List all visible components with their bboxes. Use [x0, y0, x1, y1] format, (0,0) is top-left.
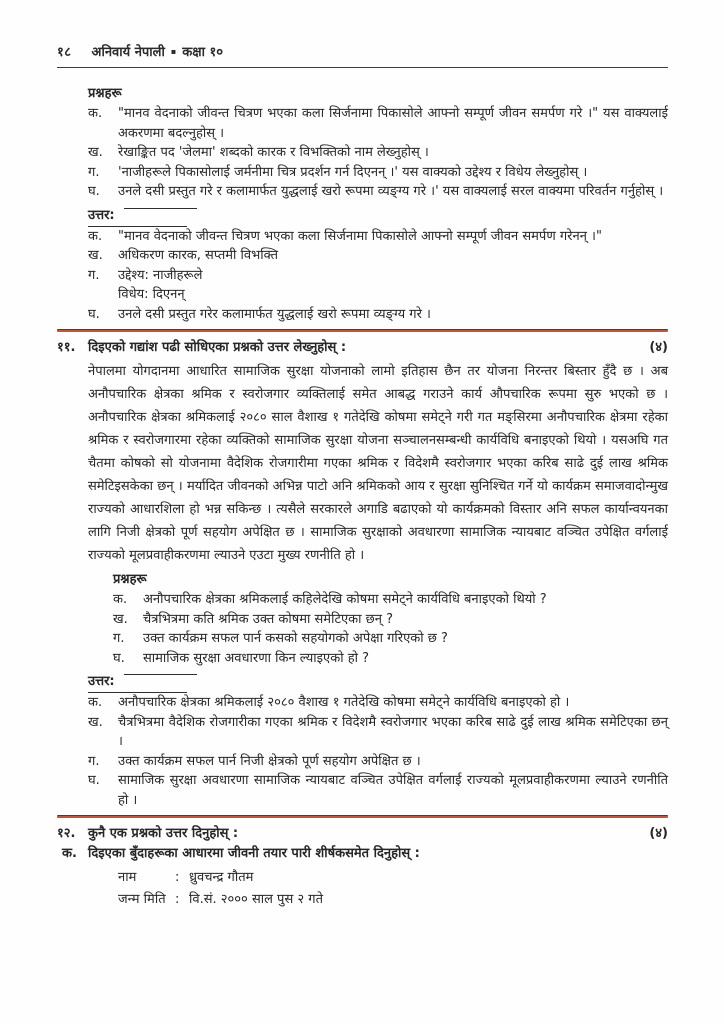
q10-answers-block — [88, 227, 668, 325]
colon-separator: : — [175, 891, 180, 907]
reading-passage: नेपालमा योगदानमा आधारित सामाजिक सुरक्षा योजनाको लामो इतिहास छैन तर योजना निरन्तर बिस्तार हुँदै छ । अब अनौपचारिक क्षेत्रका श्रमिक र स्वरोजगार व्यक्तिलाई समेत आबद्ध गराउने कार्य औपचारिक रूपमा सुरु भएको छ । अनौपचारिक क्षेत्रका श्रमिकलाई २०८० साल वैशाख १ गतेदेखि कोषमा समेट्ने गरी गत मङ्सिरमा अनौपचारिक क्षेत्रमा रहेका श्रमिक र स्वरोजगारमा रहेका व्यक्तिको सामाजिक सुरक्षा योजना सञ्चालनसम्बन्धी कार्यविधि बनाइएको थियो । यसअघि गत चैतमा कोषको सो योजनामा वैदेशिक रोजगारीमा गएका श्रमिक र विदेशमै स्वरोजगार भएका करिब साढे दुई लाख श्रमिक समेटिइसकेका छन् । मर्यादित जीवनको अभिन्न पाटो अनि श्रमिकको आय र सुरक्षा सुनिश्चित गर्ने यो कार्यक्रम समाजवादोन्मुख राज्यको आधारशिला हो भन्न सकिन्छ । त्यसैले सरकारले अगाडि बढाएको यो कार्यक्रमको विस्तार अनि सफल कार्यान्वयनका लागि निजी क्षेत्रको पूर्ण सहयोग अपेक्षित छ । सामाजिक सुरक्षाको अवधारणा सामाजिक न्यायबाट वञ्चित उपेक्षित वर्गलाई राज्यको मूलप्रवाहीकरणमा ल्याउने एउटा मुख्य रणनीति हो । — [88, 364, 668, 563]
answer-letter: ग. — [88, 267, 100, 283]
colon-separator: : — [175, 869, 180, 885]
questions-heading: प्रश्नहरू — [113, 572, 147, 587]
answer-item — [88, 713, 668, 752]
question-text: "मानव वेदनाको जीवन्त चित्रण भएका कला सिर्जनामा पिकासोले आफ्नो सम्पूर्ण जीवन समर्पण गरे ।" यस वाक्यलाई अकरणमा बदल्नुहोस् । — [118, 106, 668, 141]
bio-label: नाम — [118, 869, 137, 885]
q12-sub-question — [62, 844, 668, 864]
question-title: दिइएको गद्यांश पढी सोधिएका प्रश्नको उत्तर लेख्नुहोस् : — [88, 340, 347, 355]
question-title: कुनै एक प्रश्नको उत्तर दिनुहोस् : — [88, 826, 239, 841]
answer-text: चैत्रभित्रमा वैदेशिक रोजगारीका गएका श्रमिक र विदेशमै स्वरोजगार भएका करिब साढे दुई लाख श्रमिक समेटिएका छन् । — [118, 714, 668, 749]
q12-heading — [57, 824, 668, 844]
answer-letter: घ. — [88, 773, 100, 788]
question-item — [88, 104, 668, 143]
question-item — [88, 182, 668, 202]
question-item — [113, 590, 668, 610]
question-letter: ग. — [88, 164, 100, 180]
bio-detail-row — [118, 889, 668, 911]
square-bullet-icon: ▪ — [170, 47, 177, 56]
answer-item — [88, 752, 668, 772]
class-label: कक्षा १० — [182, 45, 223, 60]
answer-letter — [88, 285, 118, 305]
running-header — [57, 42, 668, 60]
header-rule — [57, 67, 668, 68]
answer-item — [88, 305, 668, 325]
question-item — [113, 649, 668, 669]
q11-heading — [57, 338, 668, 358]
answer-text: उद्देश्य: नाजीहरूले — [118, 267, 203, 283]
q10-questions-block — [88, 84, 668, 202]
question-text: उनले दसी प्रस्तुत गरे र कलामार्फत युद्धलाई खरो रूपमा व्यङ्ग्य गरे ।' यस वाक्यलाई सरल वाक्यमा परिवर्तन गर्नुहोस् । — [118, 184, 664, 199]
question-item — [113, 610, 668, 630]
q10-answer-label-row — [88, 204, 668, 227]
section-divider-rule — [57, 815, 668, 818]
book-title: अनिवार्य नेपाली — [91, 45, 165, 60]
bio-value: ध्रुवचन्द्र गौतम — [189, 869, 254, 885]
q11-questions-block — [113, 570, 668, 668]
question-text: उक्त कार्यक्रम सफल पार्न कसको सहयोगको अपेक्षा गरिएको छ ? — [143, 631, 448, 646]
marks-badge: (४) — [649, 340, 668, 355]
answer-text: "मानव वेदनाको जीवन्त चित्रण भएका कला सिर्जनामा पिकासोले आफ्नो सम्पूर्ण जीवन समर्पण गरेनन् ।" — [118, 228, 602, 244]
answer-item — [88, 246, 668, 266]
question-item — [88, 143, 668, 163]
page-number: १८ — [57, 45, 72, 60]
questions-heading: प्रश्नहरू — [88, 86, 122, 101]
question-number: १२. — [57, 826, 76, 841]
question-text: चैत्रभित्रमा कति श्रमिक उक्त कोषमा समेटिएका छन् ? — [143, 611, 394, 627]
answer-text: उक्त कार्यक्रम सफल पार्न निजी क्षेत्रको पूर्ण सहयोग अपेक्षित छ । — [118, 753, 421, 769]
question-item — [88, 163, 668, 183]
answer-letter: क. — [88, 695, 103, 710]
answer-letter: ख. — [88, 248, 103, 263]
question-letter: क. — [113, 592, 128, 607]
question-text: 'नाजीहरूले पिकासोलाई जर्मनीमा चित्र प्रदर्शन गर्न दिएनन् ।' यस वाक्यको उद्देश्य र विधेय लेख्नुहोस् । — [118, 164, 588, 180]
answer-letter: क. — [88, 228, 103, 244]
bio-label: जन्म मिति — [118, 891, 166, 907]
question-item — [113, 629, 668, 649]
question-number: ११. — [57, 340, 76, 355]
answer-item — [88, 266, 668, 286]
answer-text: अनौपचारिक क्षेत्रका श्रमिकलाई २०८० वैशाख १ गतेदेखि कोषमा समेट्ने कार्यविधि बनाइएको हो । — [118, 695, 570, 710]
section-divider-rule — [57, 329, 668, 332]
bio-detail-row — [118, 867, 668, 889]
question-letter: घ. — [113, 650, 125, 666]
answer-text: उनले दसी प्रस्तुत गरेर कलामार्फत युद्धलाई खरो रूपमा व्यङ्ग्य गरे । — [118, 306, 431, 322]
question-letter: क. — [88, 106, 103, 121]
question-text: अनौपचारिक क्षेत्रका श्रमिकलाई कहिलेदेखि कोषमा समेट्ने कार्यविधि बनाइएको थियो ? — [143, 592, 547, 607]
answer-label: उत्तर: — [88, 672, 187, 693]
question-letter: ख. — [88, 145, 103, 160]
question-text: सामाजिक सुरक्षा अवधारणा किन ल्याइएको हो ? — [143, 650, 369, 666]
answer-text: सामाजिक सुरक्षा अवधारणा सामाजिक न्यायबाट वञ्चित उपेक्षित वर्गलाई राज्यको मूलप्रवाहीकरणमा ल्याउने रणनीति हो । — [118, 773, 668, 808]
marks-badge: (४) — [649, 826, 668, 841]
answer-item — [88, 771, 668, 810]
answer-letter: ख. — [88, 714, 103, 730]
question-text: रेखाङ्कित पद 'जेलमा' शब्दको कारक र विभक्तिको नाम लेख्नुहोस् । — [118, 145, 429, 160]
answer-letter: ग. — [88, 753, 100, 769]
question-letter: ख. — [113, 611, 128, 627]
question-letter: ग. — [113, 631, 125, 646]
answer-text: विधेय: दिएनन् — [118, 287, 185, 302]
q11-answer-label-row — [88, 670, 668, 693]
bio-value: वि.सं. २००० साल पुस २ गते — [189, 891, 323, 907]
sub-question-letter: क. — [62, 846, 77, 861]
answer-letter: घ. — [88, 306, 100, 322]
question-letter: घ. — [88, 184, 100, 199]
answer-item — [88, 285, 668, 305]
q11-answers-block — [88, 693, 668, 810]
answer-text: अधिकरण कारक, सप्तमी विभक्ति — [118, 248, 278, 263]
answer-item — [88, 693, 668, 713]
sub-question-text: दिइएका बुँदाहरूका आधारमा जीवनी तयार पारी शीर्षकसमेत दिनुहोस् : — [88, 846, 420, 861]
answer-label: उत्तर: — [88, 206, 187, 227]
answer-item — [88, 227, 668, 247]
